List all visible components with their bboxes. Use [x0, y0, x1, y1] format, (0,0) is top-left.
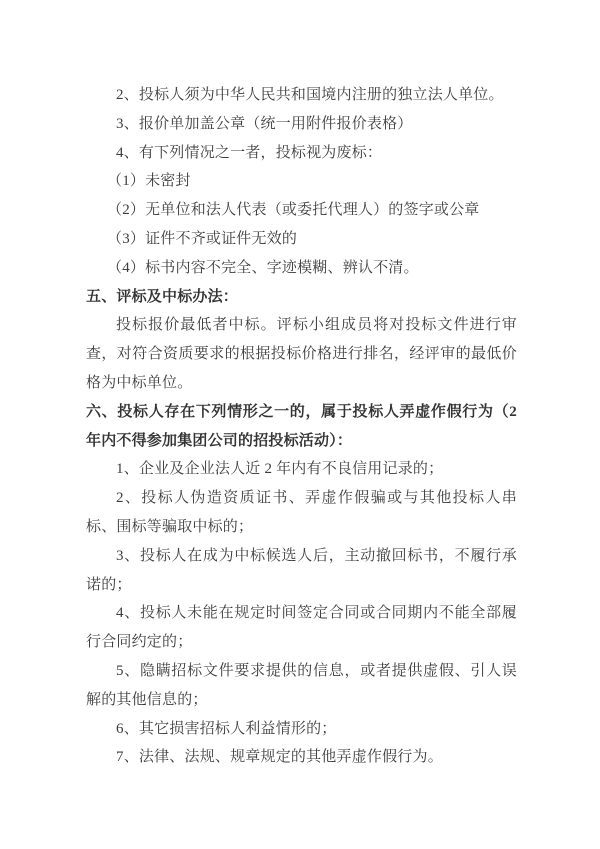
clause-item-4: 4、有下列情况之一者，投标视为废标：	[116, 144, 383, 161]
clause-item-3: 3、报价单加盖公章（统一用附件报价表格）	[116, 115, 413, 132]
section-6-item-7: 7、法律、法规、规章规定的其他弄虚作假行为。	[116, 749, 443, 766]
clause-subitem-2: （2）无单位和法人代表（或委托代理人）的签字或公章	[107, 202, 480, 219]
section-6-item-6: 6、其它损害招标人利益情形的；	[116, 720, 337, 737]
section-6-item-2: 2、投标人伪造资质证书、弄虚作假骗或与其他投标人串标、围标等骗取中标的；	[86, 490, 517, 535]
section-6-item-5: 5、隐瞒招标文件要求提供的信息，或者提供虚假、引人误解的其他信息的；	[86, 662, 517, 708]
document-content	[86, 81, 517, 772]
section-6-item-1: 1、企业及企业法人近 2 年内有不良信用记录的；	[116, 461, 444, 478]
clause-subitem-3: （3）证件不齐或证件无效的	[107, 230, 298, 247]
section-heading-6: 六、投标人存在下列情形之一的，属于投标人弄虚作假行为（2年内不得参加集团公司的招投标活动）：	[86, 403, 517, 449]
section-6-item-4: 4、投标人未能在规定时间签定合同或合同期内不能全部履行合同约定的；	[86, 605, 517, 651]
section-6-item-3: 3、投标人在成为中标候选人后，主动撤回标书，不履行承诺的；	[86, 547, 517, 593]
clause-subitem-1: （1）未密封	[107, 173, 191, 190]
clause-item-2: 2、投标人须为中华人民共和国境内注册的独立法人单位。	[116, 87, 504, 103]
clause-subitem-4: （4）标书内容不完全、字迹模糊、辨认不清。	[107, 259, 419, 276]
section-5-body: 投标报价最低者中标。评标小组成员将对投标文件进行审查，对符合资质要求的根据投标价格进行排名，经评审的最低价格为中标单位。	[86, 317, 517, 391]
section-heading-5: 五、评标及中标办法：	[86, 288, 239, 305]
